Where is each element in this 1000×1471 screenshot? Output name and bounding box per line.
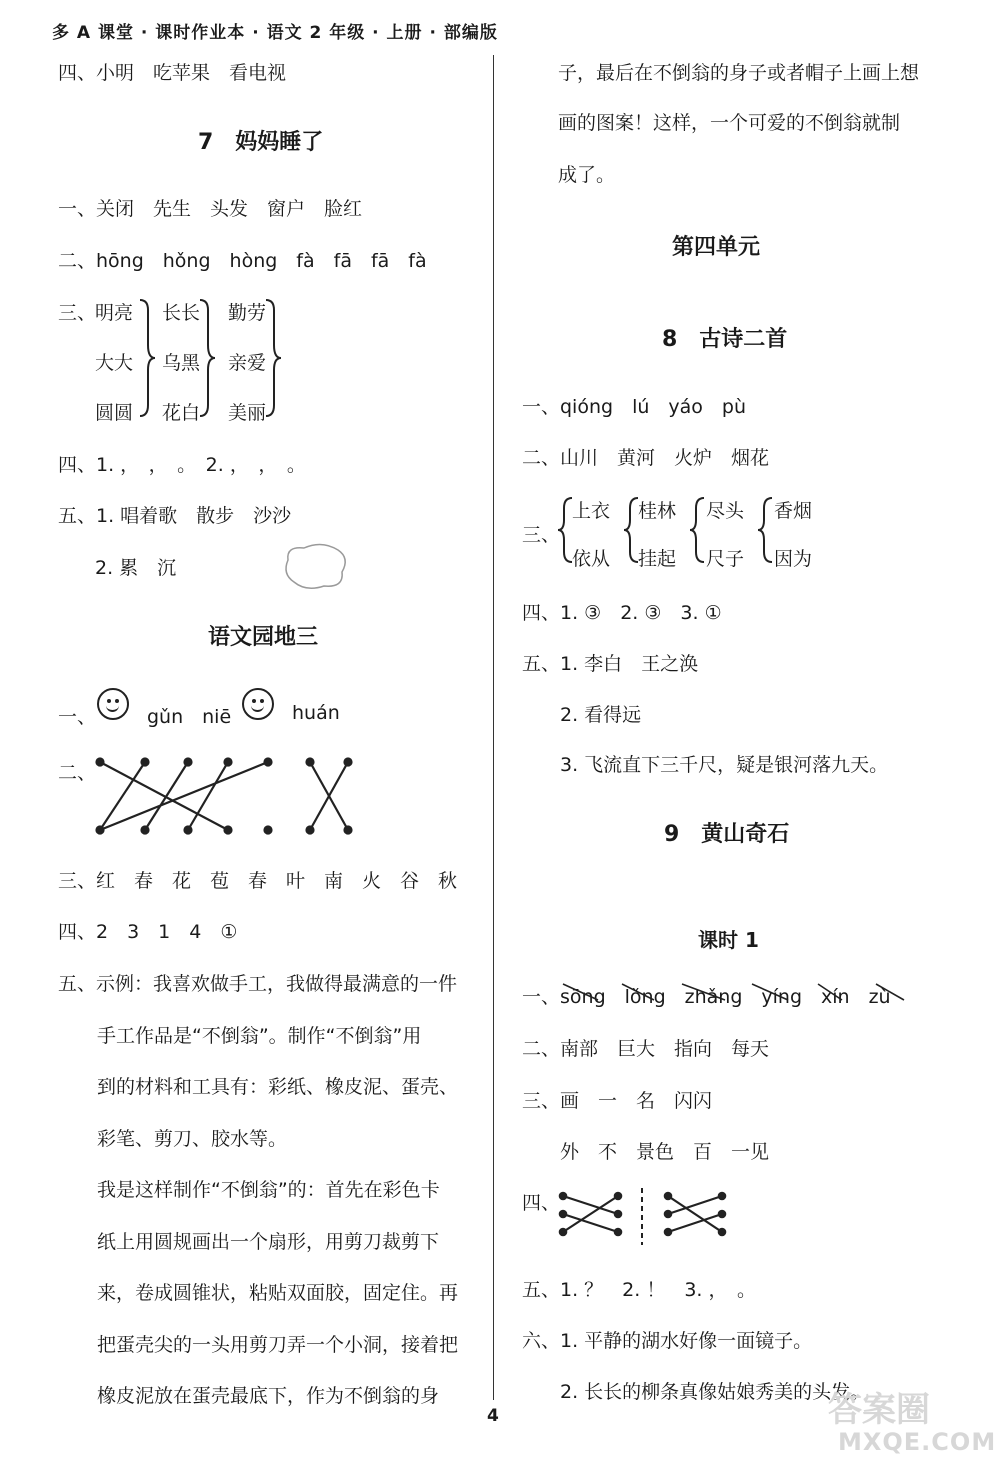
essay-line: 子，最后在不倒翁的身子或者帽子上画上想 [558,62,920,84]
essay-line: 纸上用圆规画出一个扇形，用剪刀裁剪下 [97,1231,440,1253]
answer-line: 二、山川 黄河 火炉 烟花 [522,447,770,469]
answer-line: 三、红 春 花 苞 春 叶 南 火 谷 秋 [58,870,458,892]
yuwen-garden-title: 语文园地三 [208,625,319,650]
answer-line: 2. 累 沉 [95,557,177,579]
watermark-url: MXQE.COM [838,1428,997,1456]
answer-line: 三、画 一 名 闪闪 [522,1090,713,1112]
essay-line: 橡皮泥放在蛋壳最底下，作为不倒翁的身 [97,1385,440,1407]
word-item: 乌黑 [162,352,201,374]
lesson-period-label: 课时 1 [698,928,759,952]
answer-prefix: 三、 [522,524,561,546]
answer-prefix: 三、 [58,302,97,324]
essay-line: 到的材料和工具有：彩纸、橡皮泥、蛋壳、 [97,1076,459,1098]
word-item: 桂林 [638,500,677,522]
pinyin-answer: huán [292,702,340,724]
word-item: 勤劳 [228,302,267,324]
essay-line: 我是这样制作“不倒翁”的：首先在彩色卡 [97,1179,440,1201]
answer-line: 四、小明 吃苹果 看电视 [58,62,287,84]
essay-line: 把蛋壳尖的一头用剪刀弄一个小洞，接着把 [97,1334,459,1356]
word-item: 美丽 [228,402,267,424]
word-item: 花白 [162,402,201,424]
unit-4-title: 第四单元 [672,235,761,260]
answer-line: 四、1. ， ， 。 2. ， ， 。 [58,454,306,476]
word-item: 尺子 [706,548,745,570]
word-item: 因为 [774,548,813,570]
answer-line: 2. 长长的柳条真像姑娘秀美的头发。 [560,1381,870,1403]
essay-line: 五、示例：我喜欢做手工，我做得最满意的一件 [58,973,458,995]
essay-line: 成了。 [558,164,616,186]
word-item: 长长 [162,302,201,324]
word-item: 依从 [572,548,611,570]
answer-line: 一、sōng lǒng zhǎng yíng xín zù [522,986,891,1008]
answer-line: 五、1. 唱着歌 散步 沙沙 [58,505,292,527]
essay-line: 彩笔、剪刀、胶水等。 [97,1128,288,1150]
lesson-8-title: 8 古诗二首 [662,327,788,352]
word-item: 明亮 [95,302,134,324]
lesson-7-title: 7 妈妈睡了 [198,130,324,155]
answer-line: 五、1. 李白 王之涣 [522,653,699,675]
word-item: 大大 [95,352,134,374]
word-item: 亲爱 [228,352,267,374]
essay-line: 来，卷成圆锥状，粘贴双面胶，固定住。再 [97,1282,459,1304]
answer-line: 四、2 3 1 4 ① [58,921,238,943]
answer-prefix: 一、 [58,706,97,728]
word-item: 香烟 [774,500,813,522]
answer-prefix: 二、 [58,762,97,784]
answer-line: 一、qióng lú yáo pù [522,396,747,418]
answer-prefix: 四、 [522,1192,561,1214]
watermark-brand: 答案圈 [828,1390,930,1430]
pinyin-answer: gǔn niē [147,706,232,728]
answer-line: 四、1. ③ 2. ③ 3. ① [522,602,722,624]
word-item: 上衣 [572,500,611,522]
answer-line: 六、1. 平静的湖水好像一面镜子。 [522,1330,813,1352]
essay-line: 画的图案！这样，一个可爱的不倒翁就制 [558,112,901,134]
answer-line: 五、1. ？ 2. ！ 3. ， 。 [522,1279,757,1301]
word-item: 圆圆 [95,402,134,424]
word-item: 挂起 [638,548,677,570]
answer-line: 3. 飞流直下三千尺，疑是银河落九天。 [560,754,889,776]
word-item: 尽头 [706,500,745,522]
answer-line: 2. 看得远 [560,704,642,726]
answer-line: 二、hōng hǒng hòng fà fā fā fà [58,250,427,272]
essay-line: 手工作品是“不倒翁”。制作“不倒翁”用 [97,1025,422,1047]
answer-line: 二、南部 巨大 指向 每天 [522,1038,770,1060]
page-header: 多 A 课堂 · 课时作业本 · 语文 2 年级 · 上册 · 部编版 [52,23,498,43]
page-number: 4 [487,1406,499,1426]
answer-line: 一、关闭 先生 头发 窗户 脸红 [58,198,363,220]
lesson-9-title: 9 黄山奇石 [664,822,790,847]
answer-line: 外 不 景色 百 一见 [560,1141,770,1163]
